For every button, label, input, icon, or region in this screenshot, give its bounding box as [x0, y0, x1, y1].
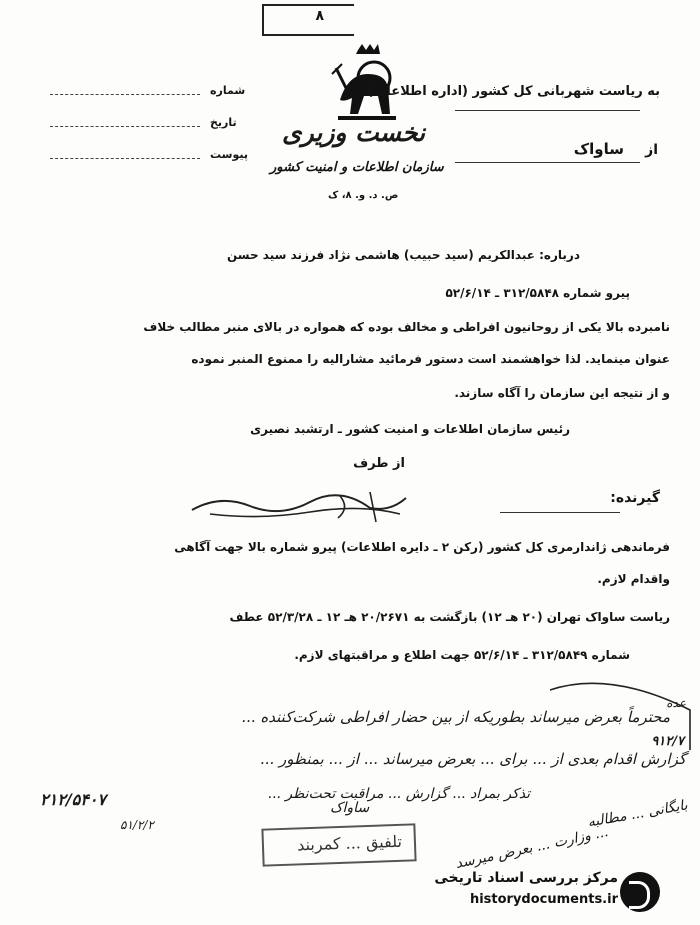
watermark — [430, 868, 660, 918]
body-line-3: و از نتیجه این سازمان را آگاه سازند. — [454, 386, 670, 400]
hand-line-3: تذکر بمراد ... گزارش ... مراقبت تحت‌نظر ... — [267, 786, 530, 802]
bottom-left-note: ... وزارت ... بعرض میرسد — [454, 823, 610, 873]
corner-note: عده — [666, 696, 686, 710]
ref-code: ص. د. و. ۸، ک — [328, 190, 399, 201]
hand-signoff: ساواک — [330, 800, 370, 816]
number-stamp-value: ۸ — [315, 8, 324, 24]
on-behalf-line: از طرف — [353, 456, 405, 471]
addressee-line: به ریاست شهربانی کل کشور (اداره اطلاعات) — [367, 84, 660, 99]
hand-number: ۲۱۲/۵۴۰۷ — [40, 790, 106, 809]
subject-line: درباره: عبدالکریم (سید حبیب) هاشمی نژاد فرزند سید حسن — [226, 248, 580, 262]
ministry-title: نخست وزیری — [282, 118, 426, 147]
addressee-underline — [455, 110, 640, 111]
hand-line-2: گزارش اقدام بعدی از ... برای ... بعرض میرساند ... از ... بمنظور ... — [259, 750, 686, 768]
body-line-2: عنوان مینماید. لذا خواهشمند است دستور فرمائید مشارالیه را ممنوع المنبر نموده — [191, 352, 670, 366]
signature-scribble — [190, 488, 410, 528]
number-stamp — [262, 4, 354, 36]
attachment-field — [50, 148, 290, 164]
cc-line-3: ریاست ساواک تهران (۲۰ هـ ۱۲) بازگشت به ۲۰/۲۶۷۱ هـ ۱۲ ـ ۵۲/۳/۲۸ عطف — [229, 610, 670, 624]
date-field — [50, 116, 290, 132]
history-documents-logo-icon — [620, 872, 660, 912]
date-field-label: تاریخ — [210, 116, 237, 129]
recipients-underline — [500, 512, 620, 513]
cc-line-4: شماره ۳۱۲/۵۸۴۹ ـ ۵۲/۶/۱۴ جهت اطلاع و مراقبتهای لازم. — [294, 648, 630, 662]
cc-line-1: فرماندهی ژاندارمری کل کشور (رکن ۲ ـ دایره اطلاعات) پیرو شماره بالا جهت آگاهی — [174, 540, 670, 554]
received-stamp-text: تلفیق ... کمربند — [296, 831, 403, 855]
from-underline — [455, 162, 640, 163]
from-value: ساواک — [573, 140, 624, 158]
watermark-url: historydocuments.ir — [469, 892, 618, 907]
attachment-field-label: پیوست — [210, 148, 248, 161]
bottom-right-note: بایگانی ... مطالبه — [586, 797, 689, 831]
number-field — [50, 84, 290, 100]
watermark-title: مرکز بررسی اسناد تاریخی — [434, 870, 618, 886]
cc-line-2: واقدام لازم. — [597, 572, 670, 586]
organization-title: سازمان اطلاعات و امنیت کشور — [270, 160, 444, 175]
received-stamp — [261, 823, 416, 866]
number-field-label: شماره — [210, 84, 246, 97]
corner-note-date: ۹۱۲/۷ — [651, 734, 684, 749]
body-line-1: نامبرده بالا یکی از روحانیون افراطی و مخالف بوده که همواره در بالای منبر مطالب خلاف — [143, 320, 670, 334]
signer-line: رئیس سازمان اطلاعات و امنیت کشور ـ ارتشبد نصیری — [250, 422, 570, 436]
recipients-label: گیرنده: — [610, 490, 660, 506]
hand-line-1: محترماً بعرض میرساند بطوریکه از بین حضار افراطی شرکت‌کننده ... — [241, 708, 670, 726]
from-label: از — [645, 142, 658, 158]
reference-line: پیرو شماره ۳۱۲/۵۸۴۸ ـ ۵۲/۶/۱۴ — [445, 286, 630, 300]
hand-date: ۵۱/۲/۲ — [120, 818, 154, 832]
